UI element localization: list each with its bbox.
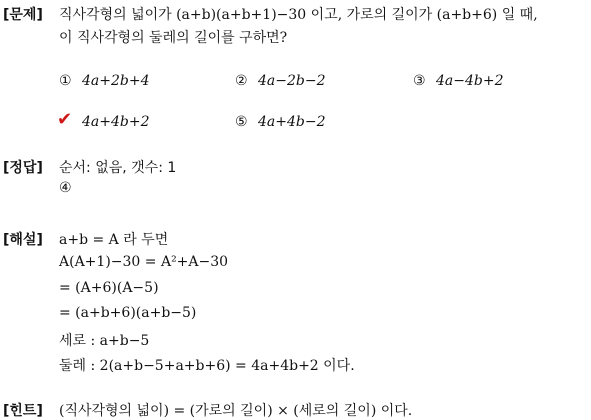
choice-3-marker: ③ (413, 73, 426, 89)
choice-1[interactable] (59, 73, 150, 89)
choice-4-text: 4a+4b+2 (82, 114, 150, 130)
choice-1-text: 4a+2b+4 (82, 73, 150, 89)
choice-2[interactable] (235, 73, 326, 89)
choice-5-text: 4a+4b−2 (258, 114, 326, 130)
choice-3[interactable] (413, 73, 504, 89)
choice-4[interactable] (57, 109, 150, 130)
choice-5[interactable] (235, 114, 326, 130)
problem-text-line1: 직사각형의 넓이가 (a+b)(a+b+1)−30 이고, 가로의 길이가 (a+b+6) 일 때, (59, 7, 538, 23)
solution-line-3: = (A+6)(A−5) (59, 280, 159, 296)
answer-tag: [정답] (3, 160, 43, 176)
solution-line-6: 둘레 : 2(a+b−5+a+b+6) = 4a+4b+2 이다. (59, 358, 355, 374)
solution-line-2: A(A+1)−30 = A²+A−30 (59, 254, 229, 270)
solution-line-1: a+b = A 라 두면 (59, 232, 169, 248)
solution-line-4: = (a+b+6)(a+b−5) (59, 305, 197, 321)
hint-tag: [힌트] (3, 403, 43, 419)
problem-text-line2: 이 직사각형의 둘레의 길이를 구하면? (59, 30, 288, 46)
problem-tag: [문제] (3, 7, 43, 23)
hint-text: (직사각형의 넓이) = (가로의 길이) × (세로의 길이) 이다. (59, 403, 413, 419)
solution-line-5: 세로 : a+b−5 (59, 333, 150, 349)
solution-tag: [해설] (3, 232, 43, 248)
choice-1-marker: ① (59, 73, 72, 89)
choice-2-marker: ② (235, 73, 248, 89)
choice-3-text: 4a−4b+2 (436, 73, 504, 89)
answer-value: ④ (59, 180, 72, 196)
choice-2-text: 4a−2b−2 (258, 73, 326, 89)
choice-5-marker: ⑤ (235, 114, 248, 130)
answer-meta: 순서: 없음, 갯수: 1 (59, 160, 177, 176)
check-mark-icon: ✔ (57, 109, 73, 130)
